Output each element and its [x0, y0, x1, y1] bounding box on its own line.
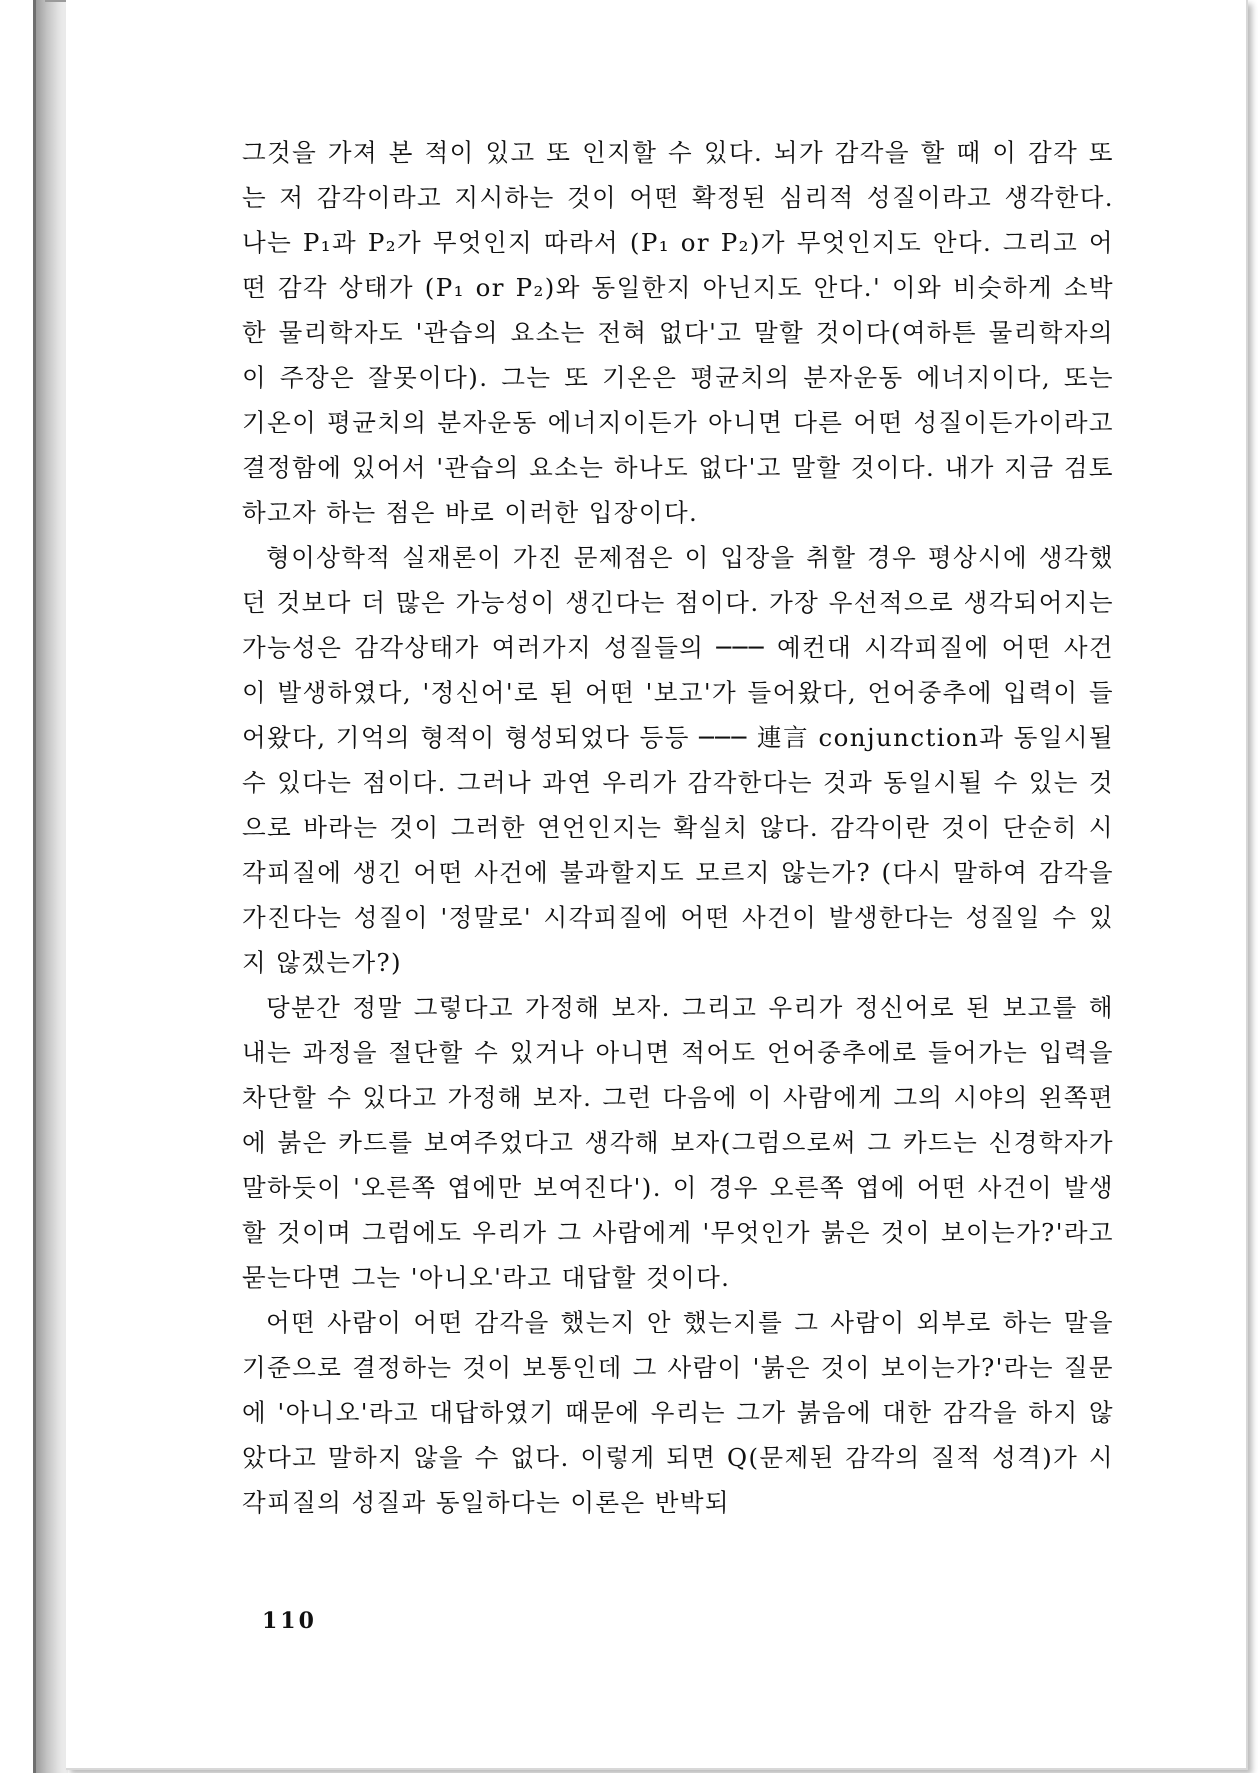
- paragraph-2: 형이상학적 실재론이 가진 문제점은 이 입장을 취할 경우 평상시에 생각했던 것보다 더 많은 가능성이 생긴다는 점이다. 가장 우선적으로 생각되어지는 가능성은 감각상태가 여러가지 성질들의 ─── 예컨대 시각피질에 어떤 사건이 발생하였다, '정신어'로 된 어떤 '보고'가 들어왔다, 언어중추에 입력이 들어왔다, 기억의 형적이 형성되었다 등등 ─── 連言 conjunction과 동일시될 수 있다는 점이다. 그러나 과연 우리가 감각한다는 것과 동일시될 수 있는 것으로 바라는 것이 그러한 연언인지는 확실치 않다. 감각이란 것이 단순히 시각피질에 생긴 어떤 사건에 불과할지도 모르지 않는가? (다시 말하여 감각을 가진다는 성질이 '정말로' 시각피질에 어떤 사건이 발생한다는 성질일 수 있지 않겠는가?): [242, 543, 1114, 977]
- book-spine: [36, 0, 68, 1773]
- paragraph-4: 어떤 사람이 어떤 감각을 했는지 안 했는지를 그 사람이 외부로 하는 말을 기준으로 결정하는 것이 보통인데 그 사람이 '붉은 것이 보이는가?'라는 질문에 '아니오'라고 대답하였기 때문에 우리는 그가 붉음에 대한 감각을 하지 않았다고 말하지 않을 수 없다. 이렇게 되면 Q(문제된 감각의 질적 성격)가 시각피질의 성질과 동일하다는 이론은 반박되: [242, 1308, 1114, 1517]
- paragraph-1: 그것을 가져 본 적이 있고 또 인지할 수 있다. 뇌가 감각을 할 때 이 감각 또는 저 감각이라고 지시하는 것이 어떤 확정된 심리적 성질이라고 생각한다. 나는 P₁과 P₂가 무엇인지 따라서 (P₁ or P₂)가 무엇인지도 안다. 그리고 어떤 감각 상태가 (P₁ or P₂)와 동일한지 아닌지도 안다.' 이와 비슷하게 소박한 물리학자도 '관습의 요소는 전혀 없다'고 말할 것이다(여하튼 물리학자의 이 주장은 잘못이다). 그는 또 기온은 평균치의 분자운동 에너지이다, 또는 기온이 평균치의 분자운동 에너지이든가 아니면 다른 어떤 성질이든가이라고 결정함에 있어서 '관습의 요소는 하나도 없다'고 말할 것이다. 내가 지금 검토하고자 하는 점은 바로 이러한 입장이다.: [242, 138, 1114, 527]
- body-text: [242, 130, 1114, 1525]
- paragraph-3: 당분간 정말 그렇다고 가정해 보자. 그리고 우리가 정신어로 된 보고를 해내는 과정을 절단할 수 있거나 아니면 적어도 언어중추에로 들어가는 입력을 차단할 수 있다고 가정해 보자. 그런 다음에 이 사람에게 그의 시야의 왼쪽편에 붉은 카드를 보여주었다고 생각해 보자(그럼으로써 그 카드는 신경학자가 말하듯이 '오른쪽 엽에만 보여진다'). 이 경우 오른쪽 엽에 어떤 사건이 발생할 것이며 그럼에도 우리가 그 사람에게 '무엇인가 붉은 것이 보이는가?'라고 묻는다면 그는 '아니오'라고 대답할 것이다.: [242, 993, 1114, 1292]
- page-number: 110: [262, 1608, 317, 1634]
